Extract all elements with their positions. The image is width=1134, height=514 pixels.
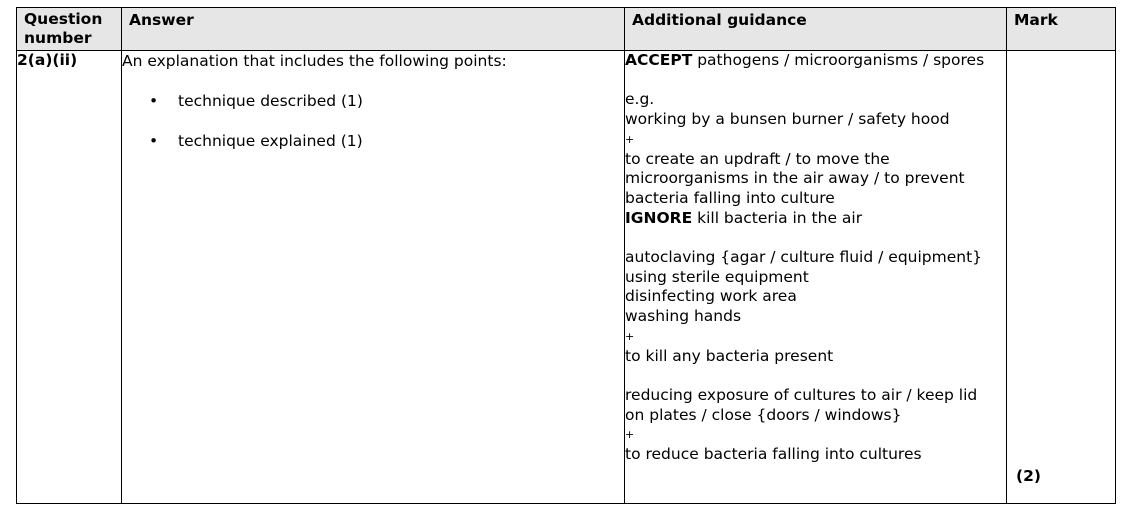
mark-scheme-table — [16, 7, 1116, 504]
guidance-line: to kill any bacteria present — [625, 346, 834, 365]
guidance-line: using sterile equipment — [625, 267, 809, 286]
guidance-line: disinfecting work area — [625, 287, 797, 306]
answer-point-text: technique explained (1) — [178, 132, 363, 150]
guidance-line: on plates / close {doors / windows} — [625, 405, 902, 424]
guidance-line: autoclaving {agar / culture fluid / equipment} — [625, 248, 983, 266]
mark-header: Mark — [1007, 8, 1116, 51]
guidance-line: microorganisms in the air away / to prevent — [625, 169, 965, 188]
bullet-icon: • — [149, 132, 159, 150]
eg-label: e.g. — [625, 90, 655, 109]
mark-value: (2) — [1016, 467, 1041, 485]
accept-line — [625, 51, 1006, 71]
answer-cell — [122, 51, 625, 504]
guidance-line: bacteria falling into culture — [625, 188, 835, 207]
answer-intro: An explanation that includes the following points: — [122, 52, 507, 70]
guidance-line: to reduce bacteria falling into cultures — [625, 445, 922, 464]
question-row — [17, 51, 1116, 504]
answer-point-text: technique described (1) — [178, 92, 363, 110]
answer-point — [122, 131, 624, 151]
answer-point — [122, 91, 624, 111]
guidance-header: Additional guidance — [625, 8, 1007, 51]
guidance-cell — [625, 51, 1007, 504]
guidance-line: working by a bunsen burner / safety hood — [625, 110, 950, 129]
ignore-keyword: IGNORE — [625, 208, 693, 227]
plus-sign: + — [625, 132, 635, 146]
guidance-line: washing hands — [625, 307, 742, 326]
guidance-line: reducing exposure of cultures to air / keep lid — [625, 385, 978, 404]
answer-header: Answer — [122, 8, 625, 51]
plus-sign: + — [625, 428, 635, 442]
plus-sign: + — [625, 329, 635, 343]
ignore-line — [625, 209, 1006, 229]
mark-cell — [1007, 51, 1116, 504]
question-number-header: Question number — [17, 8, 122, 51]
question-number: 2(a)(ii) — [17, 51, 122, 504]
accept-keyword: ACCEPT — [625, 51, 693, 69]
ignore-text: kill bacteria in the air — [692, 208, 863, 227]
answer-points — [122, 91, 624, 151]
bullet-icon: • — [149, 92, 159, 110]
header-row — [17, 8, 1116, 51]
guidance-line: to create an updraft / to move the — [625, 149, 890, 168]
accept-text: pathogens / microorganisms / spores — [692, 51, 985, 69]
